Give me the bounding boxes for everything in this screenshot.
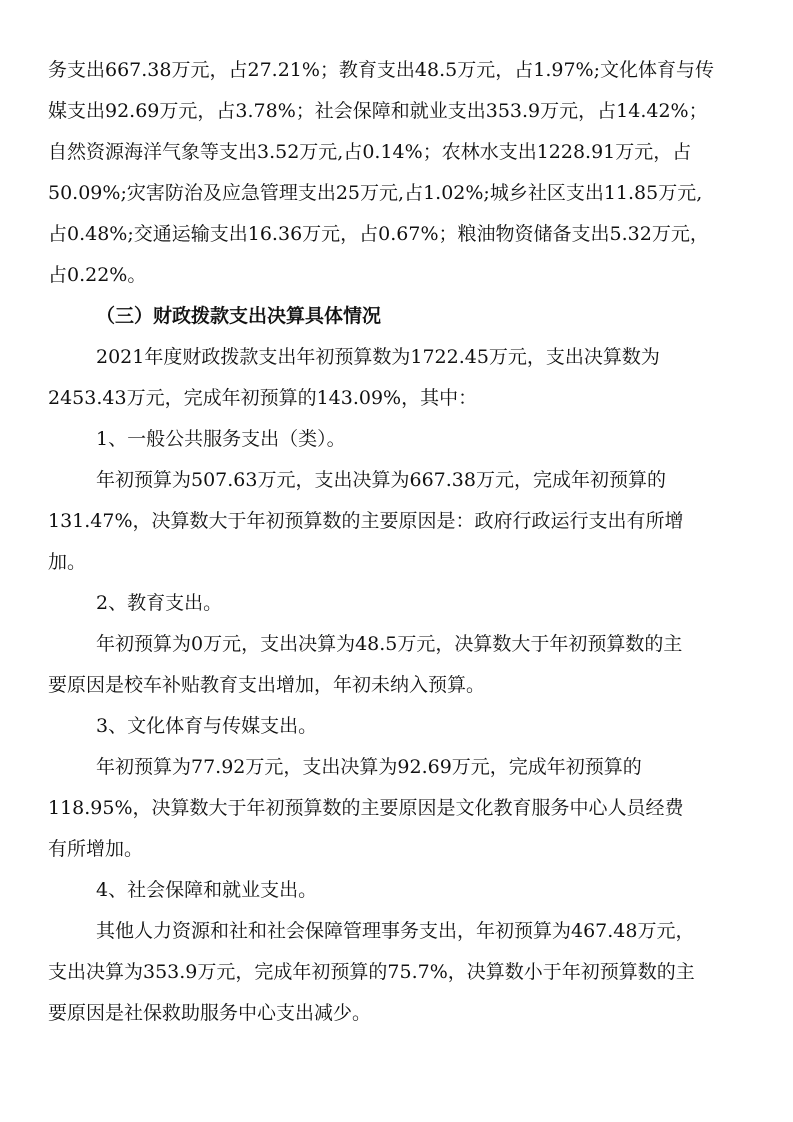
- paragraph-line: 有所增加。: [48, 838, 144, 860]
- paragraph-line: 118.95%，决算数大于年初预算数的主要原因是文化教育服务中心人员经费: [48, 797, 684, 819]
- paragraph-line: 占0.48%;交通运输支出16.36万元，占0.67%；粮油物资储备支出5.32万元，: [48, 223, 709, 245]
- paragraph-line: 2453.43万元，完成年初预算的143.09%，其中：: [48, 387, 478, 409]
- paragraph-line: 加。: [48, 551, 87, 573]
- paragraph-line: 支出决算为353.9万元，完成年初预算的75.7%，决算数小于年初预算数的主: [48, 961, 695, 983]
- paragraph-line: 年初预算为507.63万元，支出决算为667.38万元，完成年初预算的: [96, 469, 666, 491]
- paragraph-line: 131.47%，决算数大于年初预算数的主要原因是：政府行政运行支出有所增: [48, 510, 684, 532]
- item-heading: 2、教育支出。: [96, 592, 223, 614]
- item-heading: 3、文化体育与传媒支出。: [96, 715, 318, 737]
- item-heading: 1、一般公共服务支出（类）。: [96, 428, 346, 450]
- paragraph-line: 年初预算为0万元，支出决算为48.5万元，决算数大于年初预算数的主: [96, 633, 683, 655]
- paragraph-line: 要原因是社保救助服务中心支出减少。: [48, 1002, 372, 1024]
- paragraph-line: 2021年度财政拨款支出年初预算数为1722.45万元，支出决算数为: [96, 346, 660, 368]
- section-heading: （三）财政拨款支出决算具体情况: [96, 305, 382, 327]
- paragraph-line: 年初预算为77.92万元，支出决算为92.69万元，完成年初预算的: [96, 756, 642, 778]
- item-heading: 4、社会保障和就业支出。: [96, 879, 318, 901]
- paragraph-line: 自然资源海洋气象等支出3.52万元,占0.14%；农林水支出1228.91万元，占: [48, 141, 692, 163]
- paragraph-line: 务支出667.38万元，占27.21%；教育支出48.5万元，占1.97%;文化体育与传: [48, 59, 714, 81]
- paragraph-line: 其他人力资源和社和社会保障管理事务支出，年初预算为467.48万元，: [96, 920, 695, 942]
- paragraph-line: 要原因是校车补贴教育支出增加，年初未纳入预算。: [48, 674, 486, 696]
- paragraph-line: 媒支出92.69万元，占3.78%；社会保障和就业支出353.9万元，占14.42%；: [48, 100, 708, 122]
- paragraph-line: 占0.22%。: [48, 264, 147, 286]
- paragraph-line: 50.09%;灾害防治及应急管理支出25万元,占1.02%;城乡社区支出11.85万元,: [48, 182, 703, 204]
